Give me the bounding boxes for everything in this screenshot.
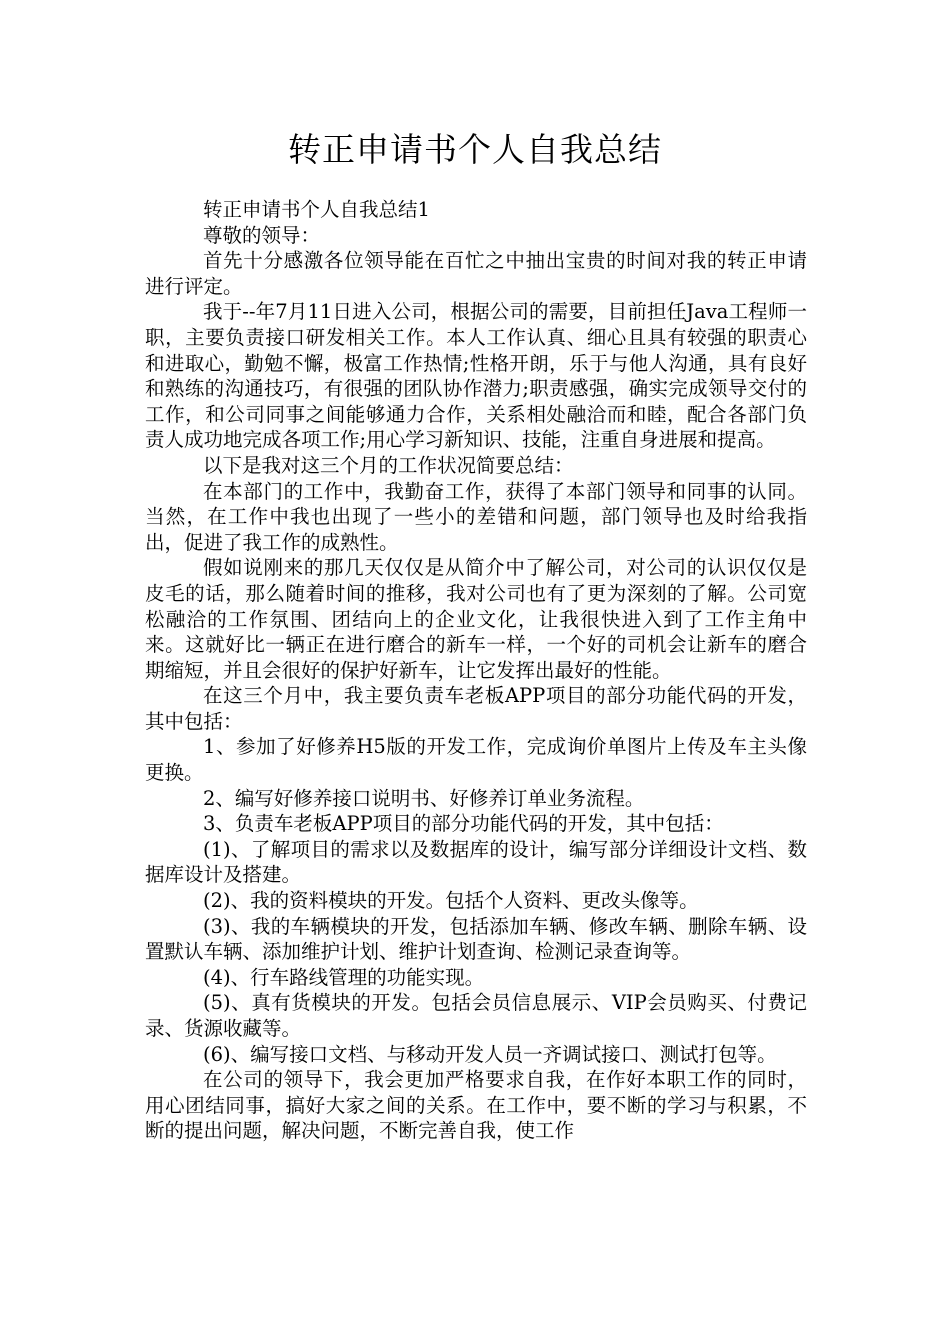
sub-list-item: (2)、我的资料模块的开发。包括个人资料、更改头像等。	[203, 889, 699, 913]
list-item: 2、编写好修养接口说明书、好修养订单业务流程。	[203, 786, 645, 810]
sub-list-item: (3)、我的车辆模块的开发，包括添加车辆、修改车辆、删除车辆、设置默认车辆、添加维护计划、维护计划查询、检测记录查询等。	[145, 914, 807, 964]
salutation: 尊敬的领导：	[203, 223, 321, 247]
paragraph: 首先十分感激各位领导能在百忙之中抽出宝贵的时间对我的转正申请进行评定。	[145, 249, 807, 298]
paragraph: 在公司的领导下，我会更加严格要求自我，在作好本职工作的同时，用心团结同事，搞好大家之间的关系。在工作中，要不断的学习与积累，不断的提出问题，解决问题，不断完善自我，使工作	[145, 1068, 807, 1143]
paragraph: 在这三个月中，我主要负责车老板APP项目的部分功能代码的开发，其中包括：	[145, 684, 807, 733]
list-item: 3、负责车老板APP项目的部分功能代码的开发，其中包括：	[203, 812, 724, 836]
paragraph: 在本部门的工作中，我勤奋工作，获得了本部门领导和同事的认同。当然，在工作中我也出现了一些小的差错和问题，部门领导也及时给我指出，促进了我工作的成熟性。	[145, 479, 807, 554]
document-title: 转正申请书个人自我总结	[288, 130, 662, 169]
sub-list-item: (4)、行车路线管理的功能实现。	[203, 965, 485, 989]
paragraph: 我于--年7月11日进入公司，根据公司的需要，目前担任Java工程师一职，主要负责接口研发相关工作。本人工作认真、细心且具有较强的职责心和进取心，勤勉不懈，极富工作热情;性格开朗，乐于与他人沟通，具有良好和熟练的沟通技巧，有很强的团队协作潜力;职责感强，确实完成领导交付的工作，和公司同事之间能够通力合作，关系相处融洽而和睦，配合各部门负责人成功地完成各项工作;用心学习新知识、技能，注重自身进展和提高。	[145, 300, 807, 452]
section-heading: 转正申请书个人自我总结1	[203, 198, 430, 221]
document-body	[145, 197, 807, 1144]
sub-list-item: (5)、真有货模块的开发。包括会员信息展示、VIP会员购买、付费记录、货源收藏等。	[145, 991, 807, 1040]
paragraph: 以下是我对这三个月的工作状况简要总结：	[203, 453, 574, 477]
paragraph: 假如说刚来的那几天仅仅是从简介中了解公司，对公司的认识仅仅是皮毛的话，那么随着时间的推移，我对公司也有了更为深刻的了解。公司宽松融洽的工作氛围、团结向上的企业文化，让我很快进入到了工作主角中来。这就好比一辆正在进行磨合的新车一样，一个好的司机会让新车的磨合期缩短，并且会很好的保护好新车，让它发挥出最好的性能。	[145, 556, 807, 682]
sub-list-item: (1)、了解项目的需求以及数据库的设计，编写部分详细设计文档、数据库设计及搭建。	[145, 837, 807, 887]
sub-list-item: (6)、编写接口文档、与移动开发人员一齐调试接口、测试打包等。	[203, 1042, 777, 1066]
list-item: 1、参加了好修养H5版的开发工作，完成询价单图片上传及车主头像更换。	[145, 735, 807, 785]
